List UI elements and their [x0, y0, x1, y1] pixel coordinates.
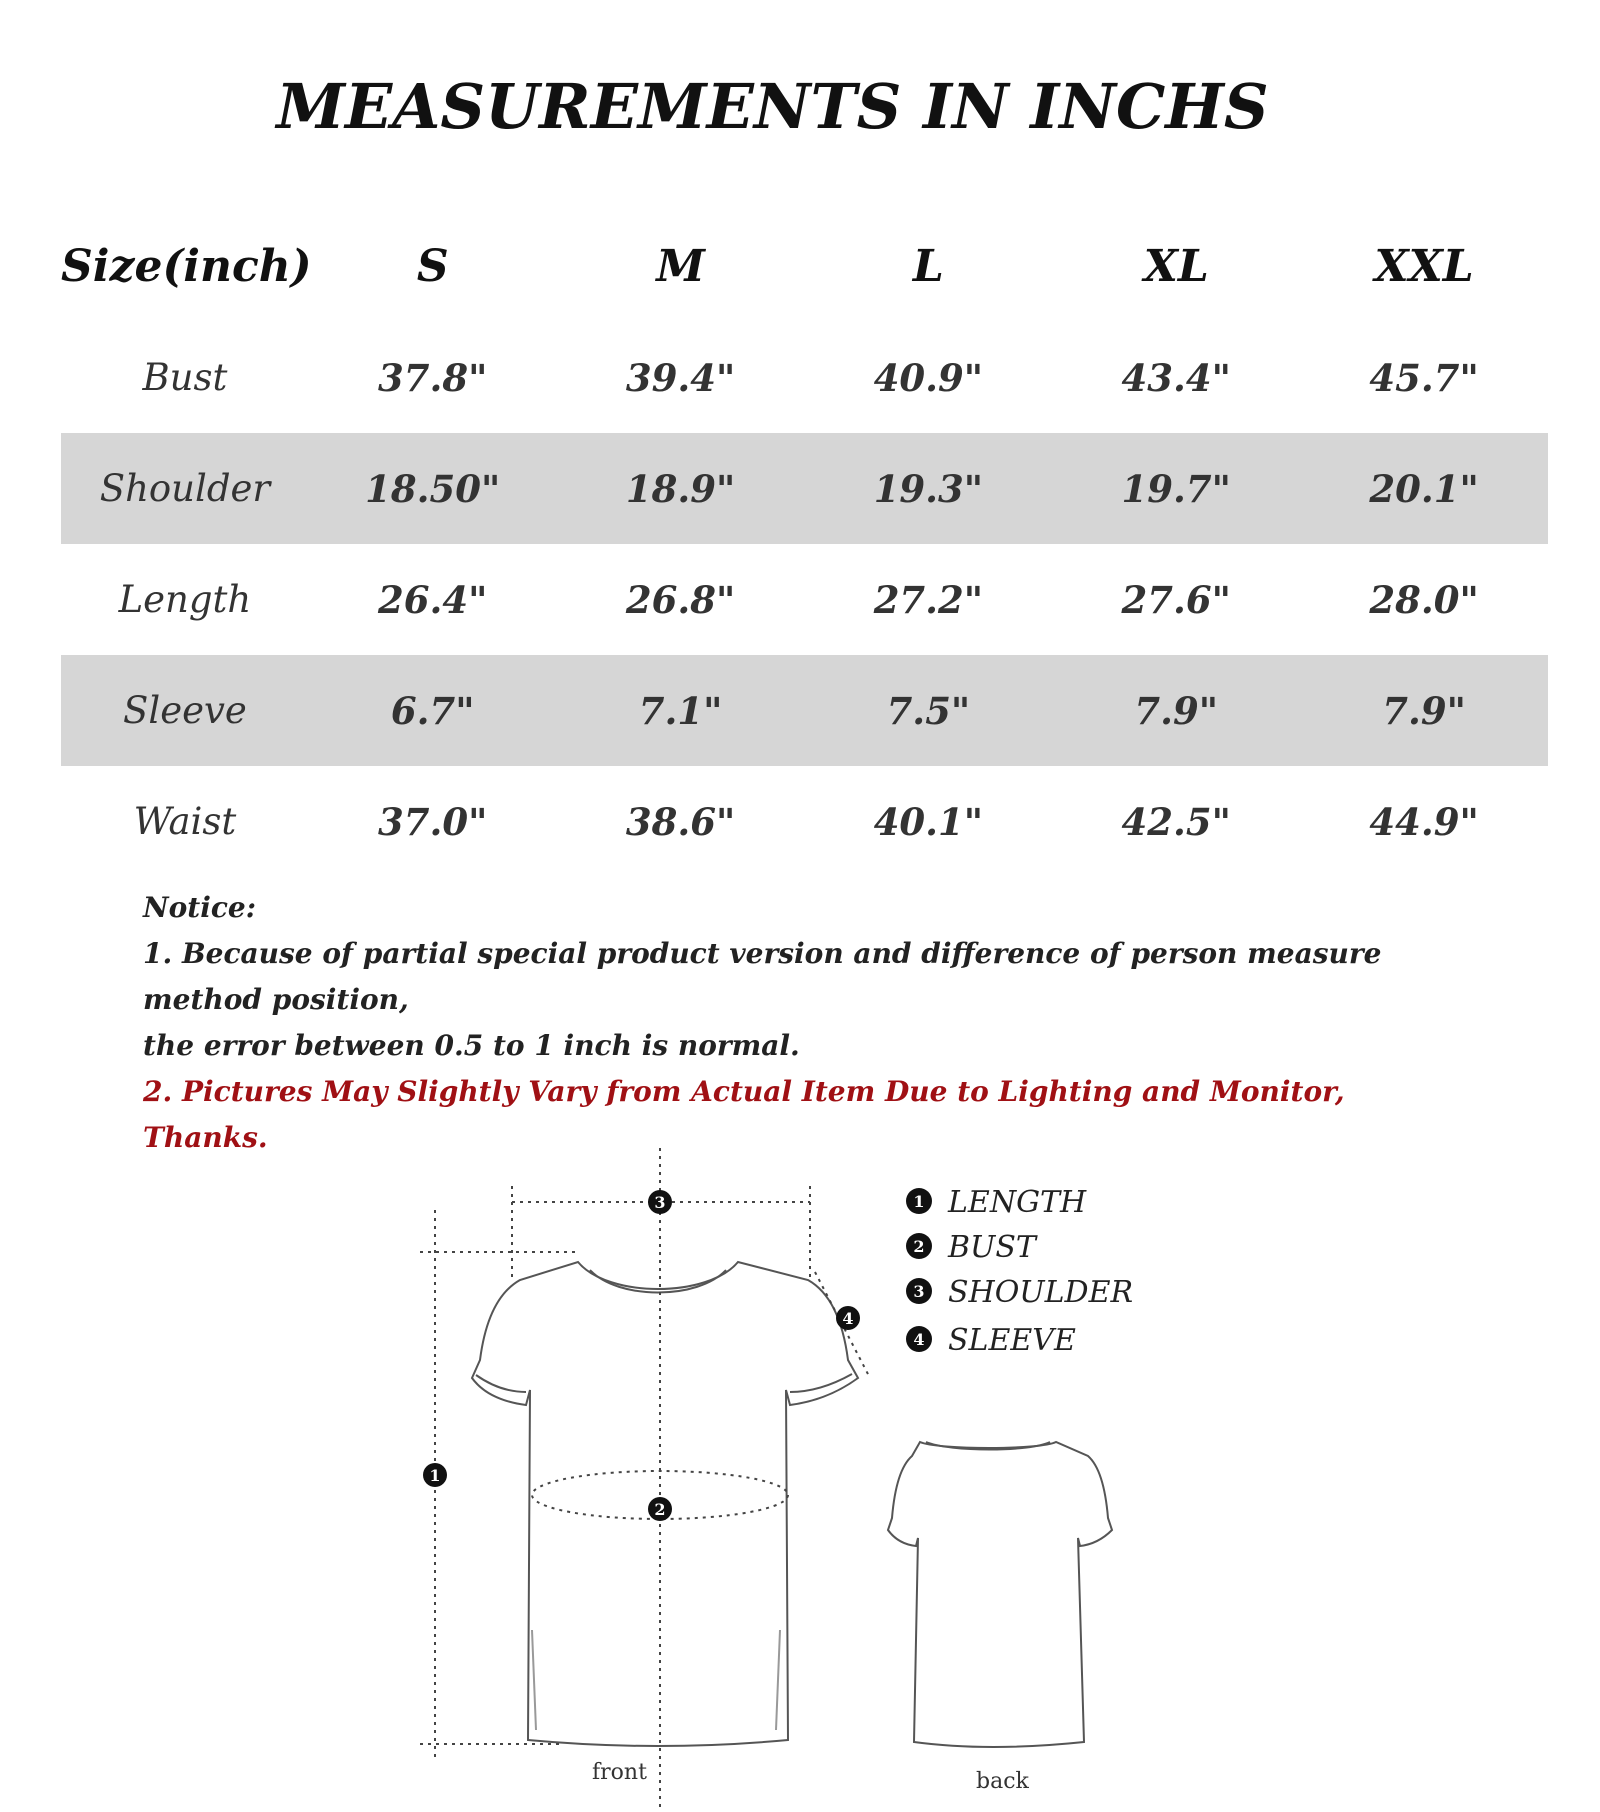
legend-item-length: [906, 1185, 1087, 1220]
cell: 19.3": [804, 433, 1052, 544]
row-label: Length: [118, 578, 252, 621]
cell: 28.0": [1369, 577, 1479, 622]
legend-item-sleeve: [906, 1323, 1076, 1358]
legend-label: SLEEVE: [948, 1323, 1076, 1358]
cell: 42.5": [1121, 799, 1231, 844]
cell: 18.9": [557, 433, 805, 544]
marker-bust: [648, 1497, 672, 1521]
marker-sleeve: [836, 1306, 860, 1330]
notice-line-2: 2. Pictures May Slightly Vary from Actual Item Due to Lighting and Monitor, Thanks.: [143, 1075, 1345, 1154]
header-s: S: [416, 240, 449, 292]
notice-heading: Notice:: [143, 891, 257, 924]
legend-label: BUST: [948, 1230, 1036, 1265]
marker-length: [423, 1463, 447, 1487]
page-title: MEASUREMENTS IN INCHS: [276, 70, 1269, 143]
header-xl: XL: [1143, 240, 1209, 292]
legend-label: SHOULDER: [948, 1275, 1134, 1310]
measure-lines: [420, 1148, 870, 1812]
legend-item-shoulder: [906, 1275, 1133, 1310]
legend: [906, 1185, 1133, 1358]
front-caption: front: [592, 1760, 647, 1785]
legend-num: 4: [913, 1330, 925, 1349]
row-label: Bust: [142, 356, 228, 399]
cell: 44.9": [1369, 799, 1479, 844]
cell: 45.7": [1369, 355, 1479, 400]
header-l: L: [912, 240, 944, 292]
legend-label: LENGTH: [948, 1185, 1087, 1220]
measurement-diagram: [0, 1130, 1600, 1812]
header-m: M: [656, 240, 705, 292]
cell: 7.9": [1052, 655, 1300, 766]
size-chart-table: [61, 210, 1548, 877]
marker-shoulder: [648, 1190, 672, 1214]
row-label: Sleeve: [61, 655, 309, 766]
cell: 39.4": [625, 355, 736, 400]
cell: 27.6": [1121, 577, 1231, 622]
back-caption: back: [976, 1769, 1029, 1794]
row-bust: [61, 322, 1548, 433]
legend-num: 2: [913, 1237, 925, 1256]
notice-line-1b: the error between 0.5 to 1 inch is normal.: [143, 1029, 800, 1062]
cell: 19.7": [1052, 433, 1300, 544]
cell: 18.50": [309, 433, 557, 544]
notice-line-1a: 1. Because of partial special product version and difference of person measure method position,: [143, 937, 1382, 1016]
cell: 20.1": [1300, 433, 1548, 544]
row-label: Waist: [133, 800, 237, 843]
cell: 7.1": [557, 655, 805, 766]
row-waist: [61, 766, 1548, 877]
row-sleeve: [61, 655, 1548, 766]
back-shirt-drawing: [888, 1442, 1112, 1747]
cell: 37.0": [378, 799, 488, 844]
cell: 37.8": [378, 355, 488, 400]
header-size: Size(inch): [61, 240, 312, 292]
cell: 27.2": [873, 577, 984, 622]
cell: 40.1": [873, 799, 984, 844]
row-shoulder: [61, 433, 1548, 544]
legend-num: 1: [913, 1192, 925, 1211]
cell: 26.4": [378, 577, 488, 622]
cell: 6.7": [309, 655, 557, 766]
notice-block: [143, 885, 1443, 1161]
cell: 38.6": [625, 799, 736, 844]
cell: 7.5": [804, 655, 1052, 766]
legend-item-bust: [906, 1230, 1038, 1265]
svg-text:1: 1: [429, 1466, 441, 1485]
svg-text:3: 3: [654, 1193, 666, 1212]
cell: 43.4": [1121, 355, 1231, 400]
row-label: Shoulder: [61, 433, 309, 544]
cell: 40.9": [873, 355, 984, 400]
cell: 26.8": [625, 577, 736, 622]
legend-num: 3: [913, 1282, 925, 1301]
row-length: [61, 544, 1548, 655]
header-row: [61, 210, 1548, 322]
header-xxl: XXL: [1374, 240, 1474, 292]
svg-text:2: 2: [654, 1500, 666, 1519]
svg-text:4: 4: [842, 1309, 854, 1328]
cell: 7.9": [1300, 655, 1548, 766]
